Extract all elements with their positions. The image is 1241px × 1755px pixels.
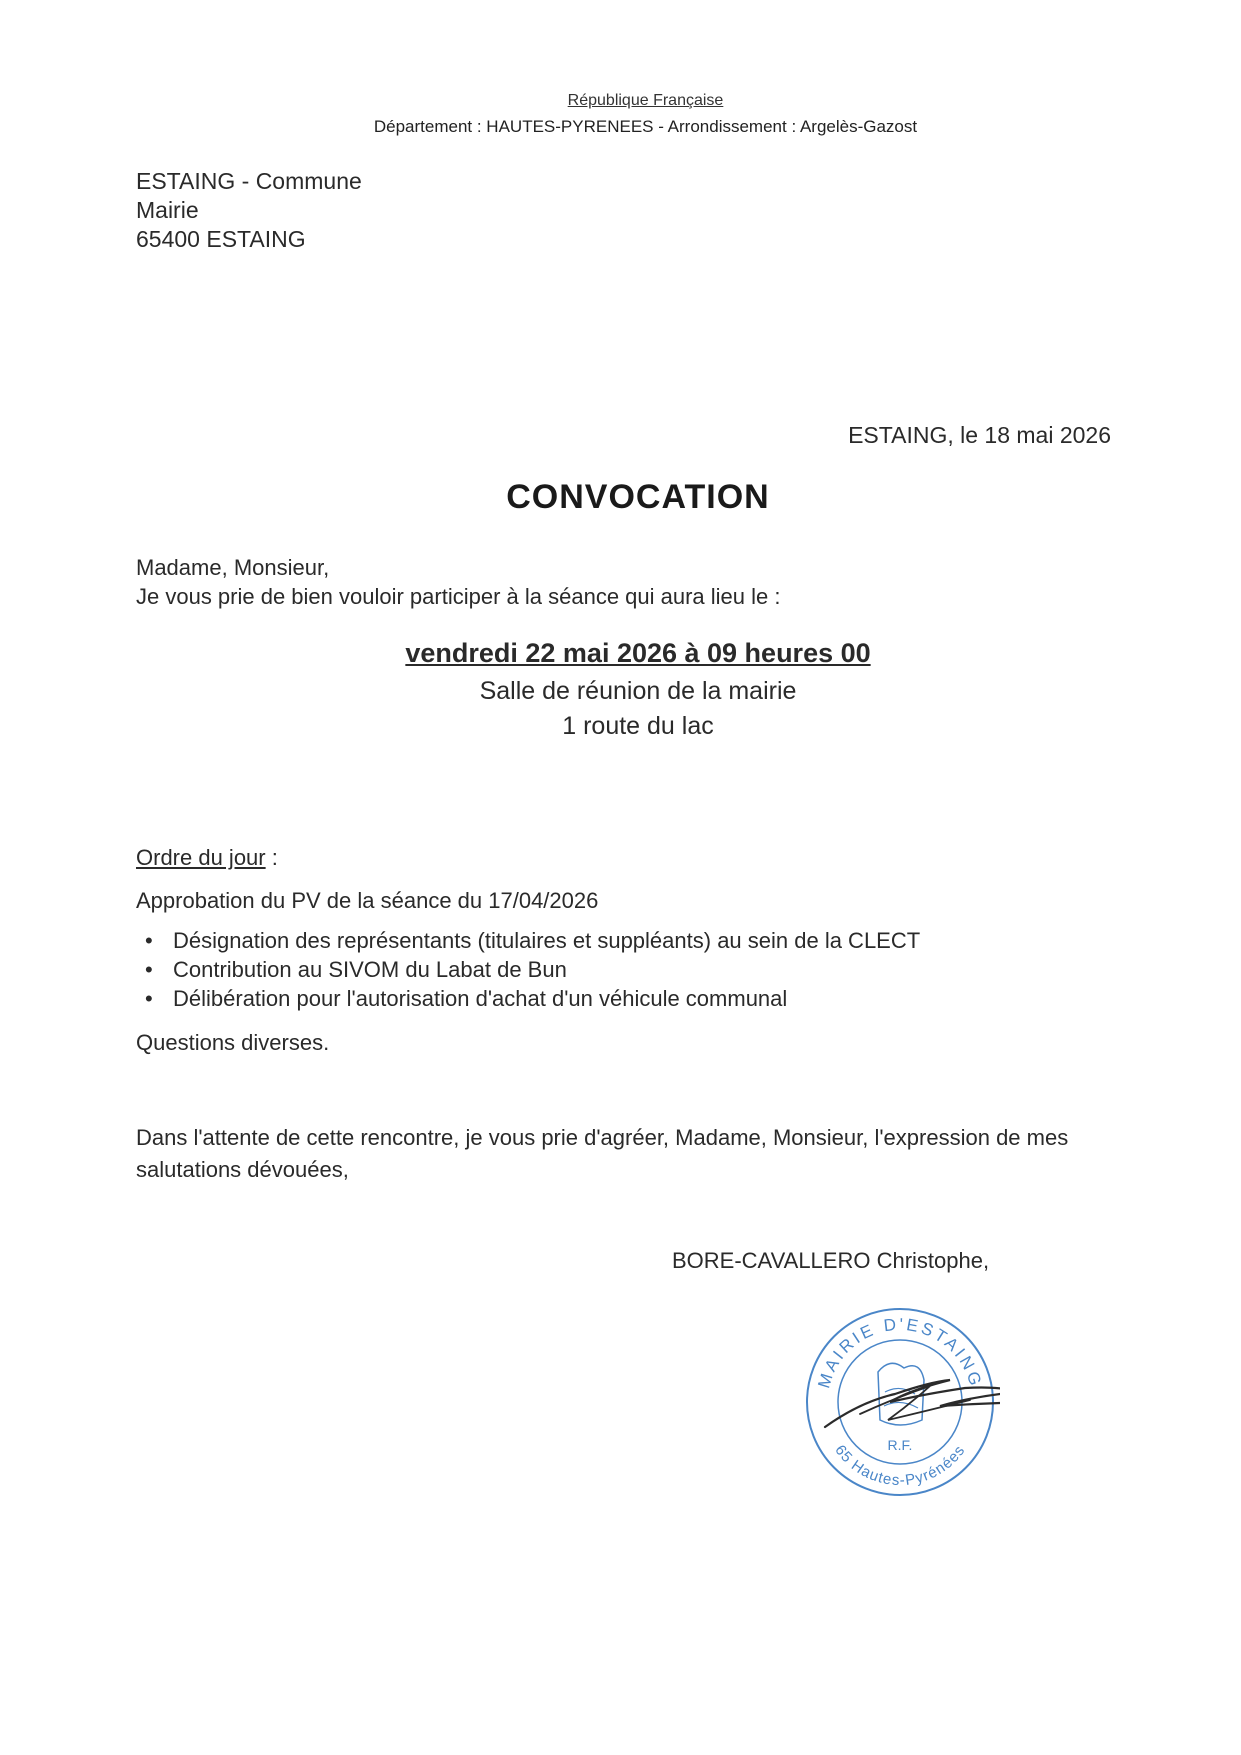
agenda-approval: Approbation du PV de la séance du 17/04/2026 <box>136 888 599 913</box>
department-header: Département : HAUTES-PYRENEES - Arrondissement : Argelès-Gazost <box>373 117 918 136</box>
mairie-stamp <box>800 1302 1000 1502</box>
agenda-heading <box>136 845 278 871</box>
meeting-datetime <box>0 638 1241 669</box>
sender-name: ESTAING - Commune <box>136 168 362 194</box>
agenda-item: • Contribution au SIVOM du Labat de Bun <box>145 955 920 984</box>
agenda-item: • Délibération pour l'autorisation d'achat d'un véhicule communal <box>145 984 920 1013</box>
closing-line-2: salutations dévouées, <box>136 1157 349 1182</box>
agenda-heading-label: Ordre du jour <box>136 845 266 870</box>
agenda-item: • Désignation des représentants (titulaires et suppléants) au sein de la CLECT <box>145 926 920 955</box>
stamp-seal-icon <box>800 1302 1000 1502</box>
republic-header: République Française <box>567 92 724 109</box>
greeting: Madame, Monsieur, <box>136 555 330 580</box>
meeting-room: Salle de réunion de la mairie <box>479 677 797 705</box>
sender-address: 65400 ESTAING <box>136 226 306 252</box>
svg-text:MAIRIE D'ESTAING: MAIRIE D'ESTAING <box>814 1314 986 1391</box>
closing-line-1: Dans l'attente de cette rencontre, je vous prie d'agréer, Madame, Monsieur, l'expression de mes <box>136 1125 1069 1150</box>
agenda-misc: Questions diverses. <box>136 1030 330 1055</box>
sender-office: Mairie <box>136 197 199 223</box>
date-line: ESTAING, le 18 mai 2026 <box>848 422 1111 448</box>
signer-name: BORE-CAVALLERO Christophe, <box>672 1248 990 1273</box>
agenda-list <box>145 926 920 1013</box>
svg-text:R.F.: R.F. <box>887 1437 913 1453</box>
meeting-when: vendredi 22 mai 2026 à 09 heures 00 <box>405 638 871 668</box>
svg-text:65 Hautes-Pyrénées: 65 Hautes-Pyrénées <box>831 1441 969 1490</box>
intro-text: Je vous prie de bien vouloir participer à la séance qui aura lieu le : <box>136 584 781 609</box>
document-title: CONVOCATION <box>506 478 770 516</box>
meeting-address: 1 route du lac <box>562 712 714 740</box>
agenda-heading-colon: : <box>265 845 278 870</box>
